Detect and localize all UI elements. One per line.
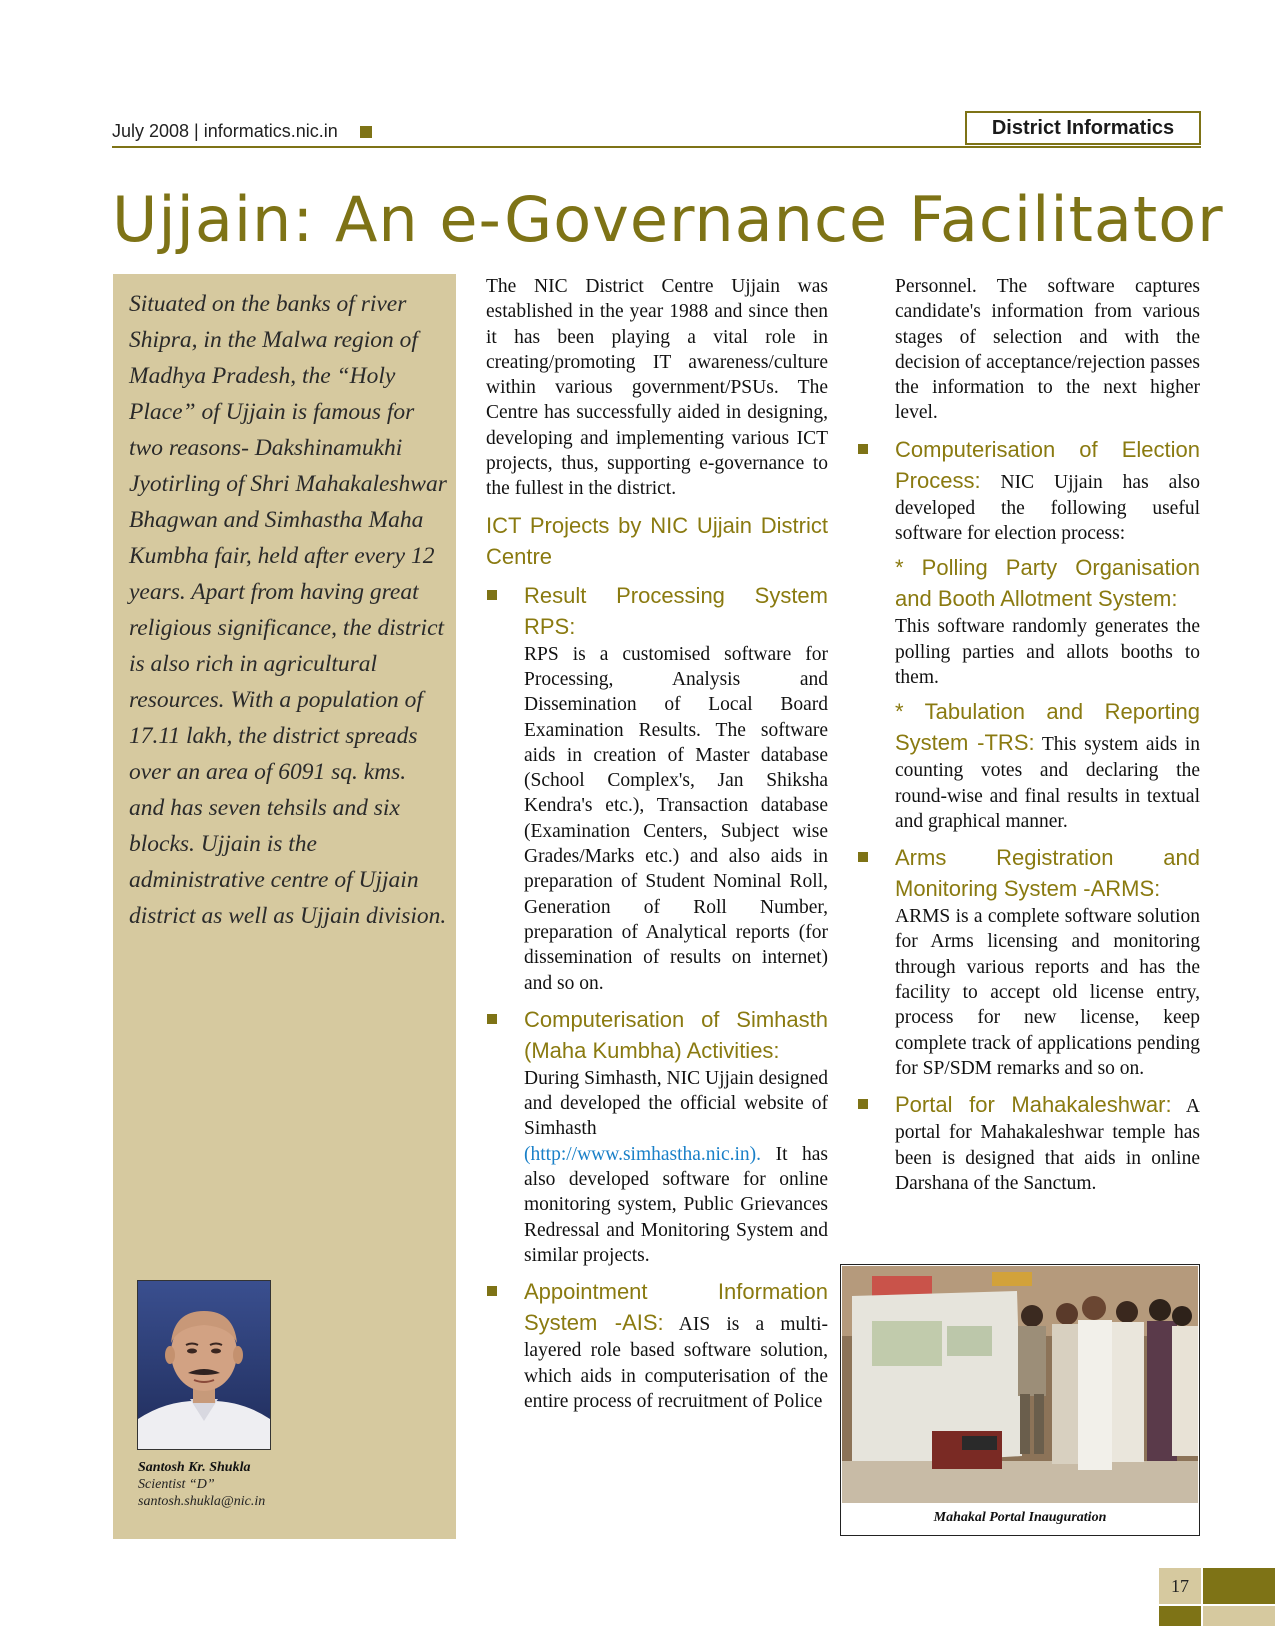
project-text-simhasth xyxy=(524,1066,828,1268)
project-item-simhasth xyxy=(486,1004,828,1268)
election-text: NIC Ujjain has also developed the following useful software for election process: xyxy=(895,471,1200,545)
project-title-arms: Arms Registration and Monitoring System -ARMS: xyxy=(895,845,1200,902)
project-title-election: Computerisation of Election Process: xyxy=(895,436,1200,493)
header-left xyxy=(112,121,372,142)
simhasth-text-before: During Simhasth, NIC Ujjain designed and developed the official website of Simhasth xyxy=(524,1067,828,1140)
issue-and-site: July 2008 | informatics.nic.in xyxy=(112,121,338,141)
project-item-rps xyxy=(486,580,828,996)
project-text-arms: ARMS is a complete software solution for Arms licensing and monitoring through various reports and has the facility to accept old license entry, process for new license, keep complete track of applications pending for SP/SDM remarks and so on. xyxy=(895,906,1200,1079)
simhasth-website-link[interactable]: (http://www.simhastha.nic.in). xyxy=(524,1143,762,1165)
author-email: santosh.shukla@nic.in xyxy=(138,1494,266,1509)
square-bullet-icon xyxy=(487,1286,497,1296)
article-column-middle xyxy=(486,274,828,1414)
intro-paragraph: The NIC District Centre Ujjain was established in the year 1988 and since then it has been playing a vital role in creating/promoting IT awareness/culture within various government/PSUs. The Centre has successfully aided in designing, developing and implementing various ICT projects, thus, supporting e-governance to the fullest in the district. xyxy=(486,276,828,500)
project-item-ais xyxy=(486,1276,828,1414)
project-item-election xyxy=(857,434,1200,547)
project-text-election xyxy=(895,434,1200,547)
inauguration-photo xyxy=(842,1266,1198,1503)
section-label: District Informatics xyxy=(965,111,1201,145)
ais-continued-text: Personnel. The software captures candidate's information from various stages of selection and with the decision of acceptance/rejection passes the information to the next higher level. xyxy=(895,276,1200,424)
photo-caption: Mahakal Portal Inauguration xyxy=(933,1510,1107,1525)
square-bullet-icon xyxy=(858,852,868,862)
ais-text: AIS is a multi-layered role based software solution, which aids in computerisation of the entire process of recruitment of Police xyxy=(524,1314,828,1412)
page-corner-block xyxy=(1159,1606,1201,1626)
project-item-trs xyxy=(895,696,1200,834)
article-column-right xyxy=(895,274,1200,1196)
square-icon xyxy=(360,126,372,138)
project-text-ais xyxy=(524,1276,828,1414)
projects-heading: ICT Projects by NIC Ujjain District Centre xyxy=(486,512,828,569)
project-text-portal xyxy=(895,1089,1200,1196)
trs-text: This system aids in counting votes and declaring the round-wise and final results in textual and graphical manner. xyxy=(895,734,1200,832)
simhasth-text-after: It has also developed software for online monitoring system, Public Grievances Redressal and Monitoring System and similar projects. xyxy=(524,1143,829,1266)
article-title: Ujjain: An e-Governance Facilitator xyxy=(112,183,1224,256)
project-text-trs xyxy=(895,696,1200,834)
page-corner-block xyxy=(1203,1606,1275,1626)
author-photo xyxy=(137,1280,271,1450)
author-portrait-image xyxy=(138,1281,270,1449)
header-rule xyxy=(112,146,1201,148)
portal-text: A portal for Mahakaleshwar temple has been is designed that aids in online Darshana of the Sanctum. xyxy=(895,1096,1200,1194)
square-bullet-icon xyxy=(487,1014,497,1024)
project-title-trs: * Tabulation and Reporting System -TRS: xyxy=(895,699,1200,756)
project-title-rps: Result Processing System RPS: xyxy=(524,582,828,639)
sidebar-intro: Situated on the banks of river Shipra, in the Malwa region of Madhya Pradesh, the “Holy Place” of Ujjain is famous for two reasons- Dakshinamukhi Jyotirling of Shri Mahakaleshwar Bhagwan and Simhastha Maha Kumbha fair, held after every 12 years. Apart from having great religious significance, the district is also rich in agricultural resources. With a population of 17.11 lakh, the district spreads over an area of 6091 sq. kms. and has seven tehsils and six blocks. Ujjain is the administrative centre of Ujjain district as well as Ujjain division. xyxy=(129,291,447,929)
square-bullet-icon xyxy=(858,444,868,454)
project-text-rps: RPS is a customised software for Processing, Analysis and Dissemination of Local Board Examination Results. The software aids in creation of Master database (School Complex's, Jan Shiksha Kendra's etc.), Transaction database (Examination Centers, Subject wise Grades/Marks etc.) and also aids in preparation of Student Nominal Roll, Generation of Roll Number, preparation of Analytical reports (for dissemination of results on internet) and so on. xyxy=(524,643,828,994)
project-title-ais: Appointment Information System -AIS: xyxy=(524,1279,828,1336)
page-number: 17 xyxy=(1159,1568,1201,1604)
page-corner-block xyxy=(1203,1568,1275,1604)
inauguration-photo-image xyxy=(842,1266,1198,1503)
author-role: Scientist “D” xyxy=(138,1477,215,1492)
project-text-polling: This software randomly generates the polling parties and allots booths to them. xyxy=(895,616,1200,688)
square-bullet-icon xyxy=(487,590,497,600)
author-name: Santosh Kr. Shukla xyxy=(138,1460,251,1475)
project-title-portal: Portal for Mahakaleshwar: xyxy=(895,1092,1172,1118)
project-item-polling xyxy=(895,552,1200,690)
square-bullet-icon xyxy=(858,1099,868,1109)
project-title-polling: * Polling Party Organisation and Booth Allotment System: xyxy=(895,555,1200,612)
project-item-arms xyxy=(857,842,1200,1081)
project-title-simhasth: Computerisation of Simhasth (Maha Kumbha) Activities: xyxy=(524,1006,828,1063)
project-item-portal xyxy=(857,1089,1200,1196)
